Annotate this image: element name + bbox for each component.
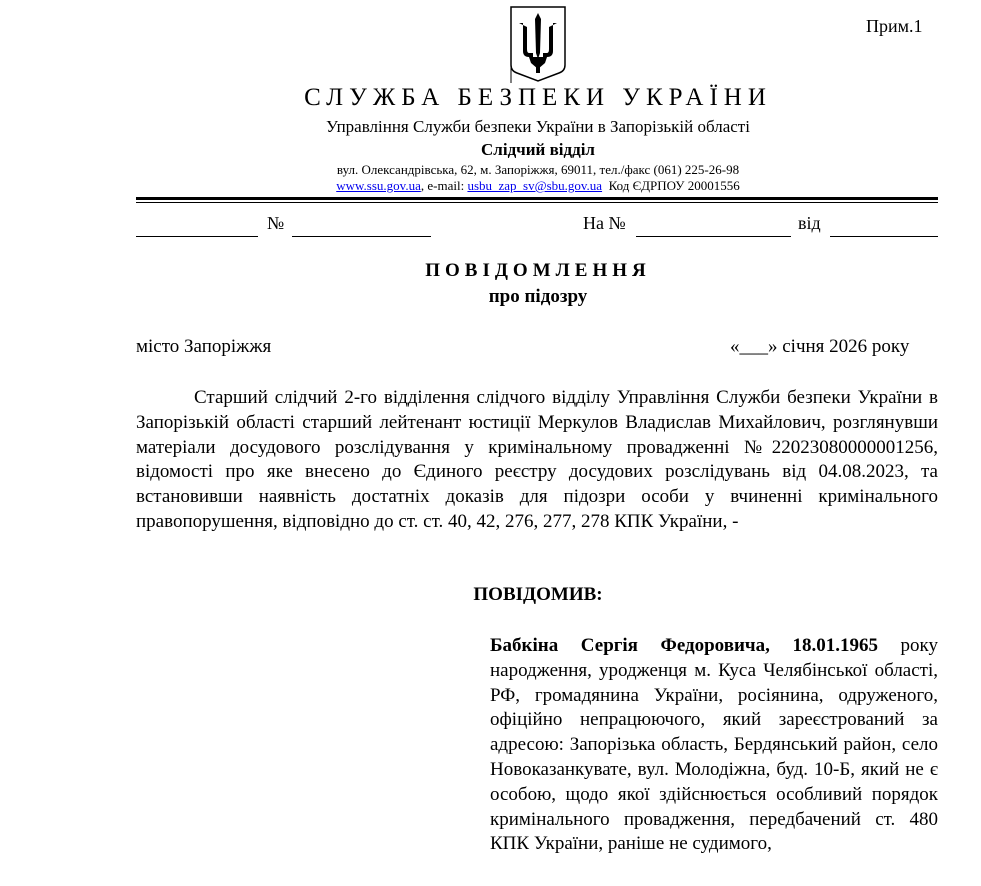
in-reply-label: На № xyxy=(583,213,626,233)
website-link[interactable]: www.ssu.gov.ua xyxy=(336,178,421,193)
department-name: Управління Служби безпеки України в Запорізькій області xyxy=(326,117,750,136)
email-link[interactable]: usbu_zap_sv@sbu.gov.ua xyxy=(467,178,603,193)
in-reply-date-blank xyxy=(830,214,938,237)
from-label: від xyxy=(798,213,821,233)
suspect-paragraph xyxy=(490,634,938,857)
annex-note: Прим.1 xyxy=(866,16,923,36)
suspect-details: року народження, уродженця м. Куса Челябінської області, РФ, громадянина України, росіянина, одруженого, офіційно непрацюючого, який зареєстрований за адресою: Запорізька область, Бердянський район, село Новоказанкувате, вул. Молодіжна, буд. 10-Б, який не є особою, щодо якої здійснюється особливий порядок кримінального провадження, передбачений ст. 480 КПК України, раніше не судимого, xyxy=(490,635,938,855)
address-line: вул. Олександрівська, 62, м. Запоріжжя, 69011, тел./факс (061) 225-26-98 xyxy=(336,162,740,177)
edrpou-code: Код ЄДРПОУ 20001556 xyxy=(608,178,740,193)
trident-coat-of-arms-icon xyxy=(509,5,567,83)
header-divider-thick xyxy=(136,197,938,200)
header-divider-thin xyxy=(136,202,938,203)
suspect-name: Бабкіна Сергія Федоровича, 18.01.1965 xyxy=(490,635,878,656)
unit-name: Слідчий відділ xyxy=(481,140,595,159)
document-date: «___» січня 2026 року xyxy=(730,336,910,357)
organization-name: СЛУЖБА БЕЗПЕКИ УКРАЇНИ xyxy=(304,84,772,111)
announced-heading: ПОВІДОМИВ: xyxy=(473,584,603,605)
body-paragraph: Старший слідчий 2-го відділення слідчого відділу Управління Служби безпеки України в Запорізькій області старший лейтенант юстиції Меркулов Владислав Михайлович, розглянувши матеріали досудового розслідування у кримінальному провадженні №22023080000001256, відомості про яке внесено до Єдиного реєстру досудових розслідувань від 04.08.2023, та встановивши наявність достатніх доказів для підозри особи у вчиненні кримінального правопорушення, відповідно до ст. ст. 40, 42, 276, 277, 278 КПК України, - xyxy=(136,387,938,532)
city: місто Запоріжжя xyxy=(136,336,272,357)
in-reply-number-blank xyxy=(636,214,791,237)
outgoing-number-blank xyxy=(292,214,431,237)
document-subtitle: про підозру xyxy=(488,286,588,307)
number-label: № xyxy=(267,213,285,233)
contacts-line xyxy=(0,178,981,194)
document-title: ПОВІДОМЛЕННЯ xyxy=(425,260,651,281)
email-label: , e-mail: xyxy=(420,178,468,193)
outgoing-date-blank xyxy=(136,214,258,237)
